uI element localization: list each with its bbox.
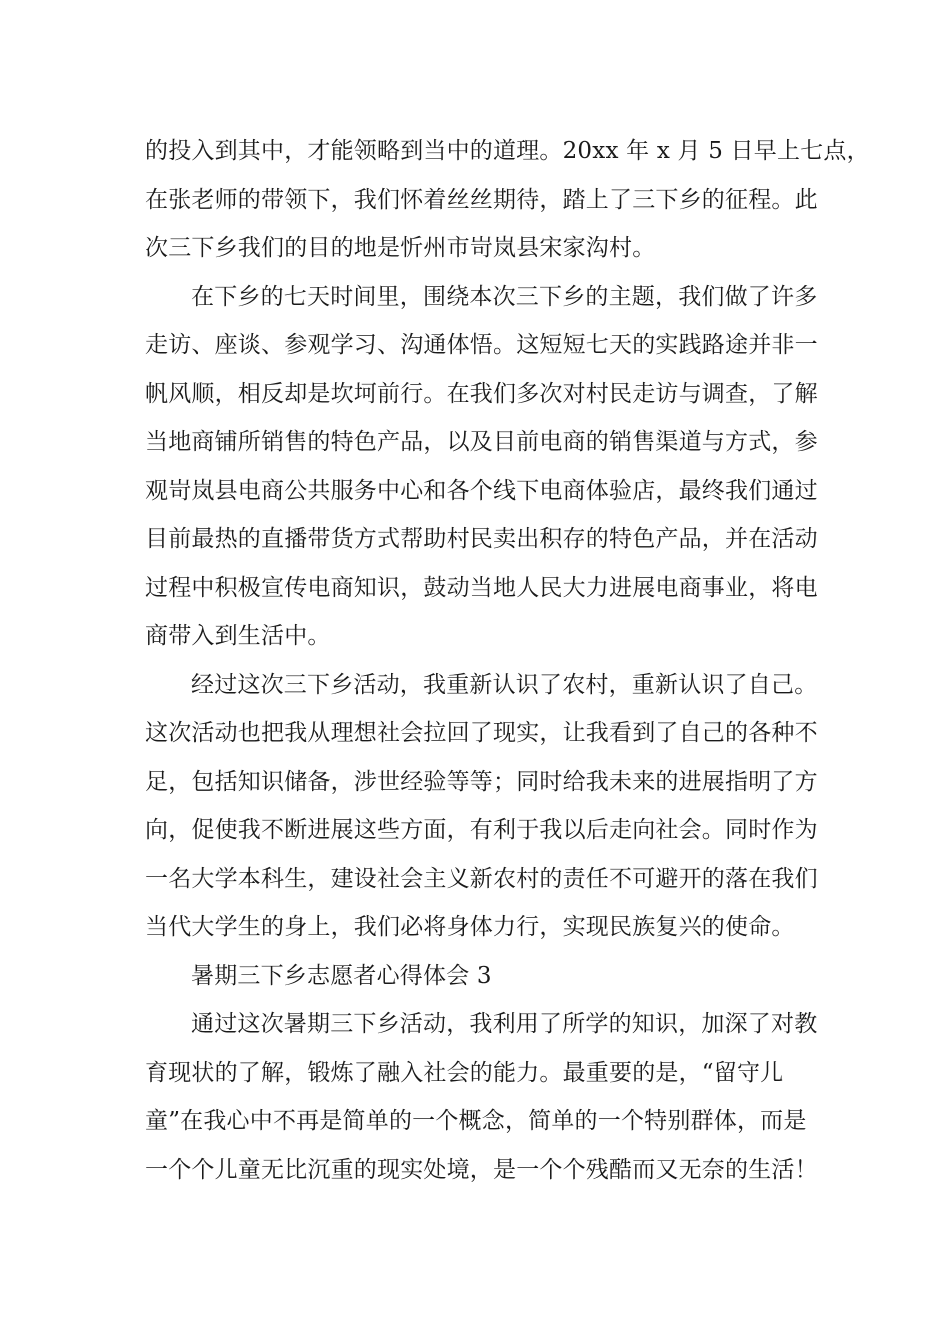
section-heading <box>145 952 807 1001</box>
text-line: 童”在我心中不再是简单的一个概念，简单的一个特别群体，而是 <box>145 1108 807 1134</box>
text-line: 次三下乡我们的目的地是忻州市岢岚县宋家沟村。 <box>145 235 656 261</box>
text-line: 一个个儿童无比沉重的现实处境，是一个个残酷而又无奈的生活！ <box>145 1156 818 1183</box>
text-line: 观岢岚县电商公共服务中心和各个线下电商体验店，最终我们通过 <box>145 477 818 504</box>
text-line: 目前最热的直播带货方式帮助村民卖出积存的特色产品，并在活动 <box>145 526 818 552</box>
text-line: 商带入到生活中。 <box>145 623 331 649</box>
text-line: 足，包括知识储备，涉世经验等等；同时给我未来的进展指明了方 <box>145 768 818 795</box>
text-line: 一名大学本科生，建设社会主义新农村的责任不可避开的落在我们 <box>145 865 818 892</box>
text-line: 当代大学生的身上，我们必将身体力行，实现民族复兴的使命。 <box>145 914 795 940</box>
text-line: 帆风顺，相反却是坎坷前行。在我们多次对村民走访与调查，了解 <box>145 380 818 407</box>
text-line: 当地商铺所销售的特色产品，以及目前电商的销售渠道与方式，参 <box>145 429 818 455</box>
paragraph <box>145 661 818 952</box>
text-line: 向，促使我不断进展这些方面，有利于我以后走向社会。同时作为 <box>145 817 818 843</box>
document-body <box>145 127 870 1194</box>
text-line: 在下乡的七天时间里，围绕本次三下乡的主题，我们做了许多 <box>191 283 818 310</box>
text-line: 过程中积极宣传电商知识，鼓动当地人民大力进展电商事业，将电 <box>145 574 818 601</box>
paragraph <box>145 273 818 661</box>
text-line: 经过这次三下乡活动，我重新认识了农村，重新认识了自己。 <box>191 671 818 698</box>
text-line: 的投入到其中，才能领略到当中的道理。20xx 年 x 月 5 日早上七点， <box>145 138 870 164</box>
text-line: 走访、座谈、参观学习、沟通体悟。这短短七天的实践路途并非一 <box>145 332 818 358</box>
text-line: 通过这次暑期三下乡活动，我利用了所学的知识，加深了对教 <box>191 1011 818 1037</box>
paragraph <box>145 1000 818 1194</box>
text-line: 这次活动也把我从理想社会拉回了现实，让我看到了自己的各种不 <box>145 720 818 746</box>
heading-line: 暑期三下乡志愿者心得体会 3 <box>191 962 492 989</box>
text-line: 在张老师的带领下，我们怀着丝丝期待，踏上了三下乡的征程。此 <box>145 186 818 213</box>
text-line: 育现状的了解，锻炼了融入社会的能力。最重要的是，“留守儿 <box>145 1059 784 1086</box>
paragraph <box>145 127 870 273</box>
